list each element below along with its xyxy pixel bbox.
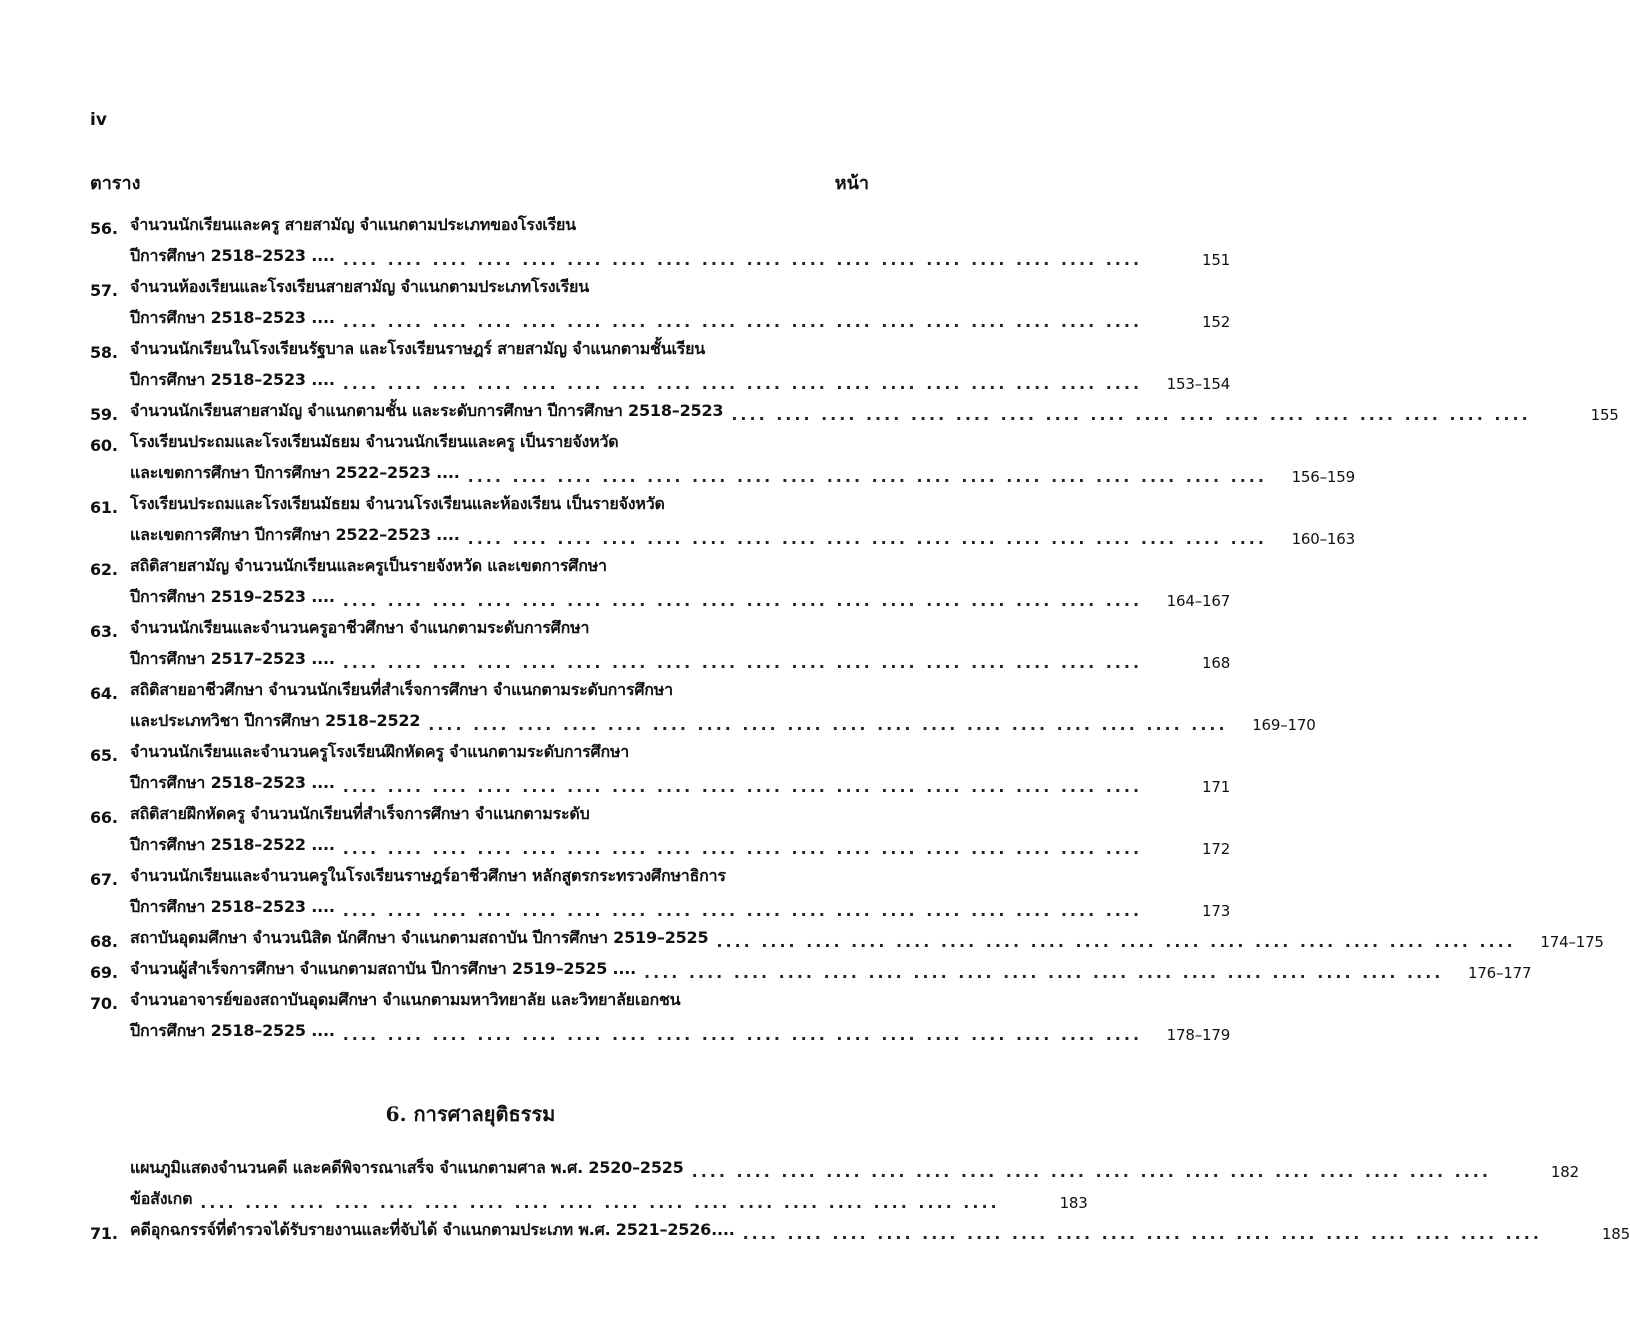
toc-entry-page: 160–163 (1291, 530, 1355, 548)
leader-dots: .... .... .... .... .... .... .... .... .... .... .... .... .... .... .... .... .... .... (342, 653, 1143, 672)
toc-entry-page: 168 (1202, 654, 1231, 672)
toc-entry-line (90, 796, 872, 827)
header-page-label: หน้า (834, 173, 869, 194)
toc-entry (90, 858, 1231, 920)
leader-dots: .... .... .... .... .... .... .... .... .... .... .... .... .... .... .... .... .... .... (342, 901, 1143, 920)
toc-entry-number: 61. (90, 498, 118, 517)
toc-entry-page: 185 (1601, 1225, 1630, 1243)
toc-entry-number: 63. (90, 622, 118, 641)
toc-entry (90, 796, 1231, 858)
toc-entry-title: จำนวนนักเรียนสายสามัญ จำแนกตามชั้น และระดับการศึกษา ปีการศึกษา 2518–2523 (130, 401, 724, 420)
toc-entry (90, 951, 1532, 982)
toc-entry-title: สถิติสายฝึกหัดครู จำนวนนักเรียนที่สำเร็จการศึกษา จำแนกตามระดับ (130, 804, 590, 823)
toc-entry-line (90, 455, 1355, 486)
toc-entry-page: 182 (1550, 1163, 1579, 1181)
toc-entry-number: 62. (90, 560, 118, 579)
section-title: 6. การศาลยุติธรรม (385, 1102, 556, 1126)
toc-entry-number: 56. (90, 219, 118, 238)
toc-entry (90, 610, 1231, 672)
toc-entry-number: 69. (90, 963, 118, 982)
toc-entry-title: จำนวนห้องเรียนและโรงเรียนสายสามัญ จำแนกตามประเภทโรงเรียน (130, 277, 589, 296)
toc-entry-title: ปีการศึกษา 2518–2525 .... (130, 1021, 335, 1040)
leader-dots: .... .... .... .... .... .... .... .... .... .... .... .... .... .... .... .... .... .... (467, 529, 1267, 548)
toc-entry-title: ปีการศึกษา 2518–2523 .... (130, 897, 335, 916)
toc-entry-line (90, 951, 1532, 982)
toc-entry-line (90, 1013, 1231, 1044)
toc-entry-number: 60. (90, 436, 118, 455)
leader-dots: .... .... .... .... .... .... .... .... .... .... .... .... .... .... .... .... .... .... (342, 312, 1143, 331)
toc-entry (90, 920, 1604, 951)
toc-entry-line (90, 610, 872, 641)
leader-dots: .... .... .... .... .... .... .... .... .... .... .... .... .... .... .... .... .... .... (342, 374, 1143, 393)
toc-entry-title: ปีการศึกษา 2518–2522 .... (130, 835, 335, 854)
section-table-of-contents (90, 1150, 1630, 1243)
toc-entry (90, 672, 1316, 734)
toc-entry-title: ปีการศึกษา 2518–2523 .... (130, 308, 335, 327)
toc-entry-line (90, 517, 1355, 548)
toc-entry-title: จำนวนนักเรียนและครู สายสามัญ จำแนกตามประเภทของโรงเรียน (130, 215, 576, 234)
toc-entry-title: สถาบันอุดมศึกษา จำนวนนิสิต นักศึกษา จำแนกตามสถาบัน ปีการศึกษา 2519–2525 (130, 928, 709, 947)
leader-dots: .... .... .... .... .... .... .... .... .... .... .... .... .... .... .... .... .... .... (644, 963, 1444, 982)
toc-entry-title: สถิติสายสามัญ จำนวนนักเรียนและครูเป็นรายจังหวัด และเขตการศึกษา (130, 556, 607, 575)
toc-entry-title: ปีการศึกษา 2518–2523 .... (130, 370, 335, 389)
toc-entry-page: 151 (1202, 251, 1231, 269)
toc-entry (90, 331, 1231, 393)
toc-entry-page: 156–159 (1291, 468, 1355, 486)
toc-header (90, 168, 869, 197)
toc-entry-line (90, 889, 1231, 920)
toc-entry-line (90, 703, 1316, 734)
toc-entry-page: 164–167 (1166, 592, 1231, 610)
toc-entry-line (90, 238, 1231, 269)
toc-entry-number: 65. (90, 746, 118, 765)
toc-entry-title: ปีการศึกษา 2517–2523 .... (130, 649, 335, 668)
toc-entry-title: จำนวนอาจารย์ของสถาบันอุดมศึกษา จำแนกตามมหาวิทยาลัย และวิทยาลัยเอกชน (130, 990, 681, 1009)
toc-entry-line (90, 207, 872, 238)
toc-entry-number: 70. (90, 994, 118, 1013)
toc-entry-page: 174–175 (1540, 933, 1604, 951)
toc-entry-title: จำนวนนักเรียนและจำนวนครูในโรงเรียนราษฎร์อาชีวศึกษา หลักสูตรกระทรวงศึกษาธิการ (130, 866, 726, 885)
toc-entry-number: 66. (90, 808, 118, 827)
toc-entry-line (90, 1212, 1630, 1243)
toc-entry-title: จำนวนนักเรียนในโรงเรียนรัฐบาล และโรงเรียนราษฎร์ สายสามัญ จำแนกตามชั้นเรียน (130, 339, 706, 358)
toc-entry (90, 982, 1231, 1044)
toc-entry-page: 183 (1059, 1194, 1088, 1212)
toc-entry-title: แผนภูมิแสดงจำนวนคดี และคดีพิจารณาเสร็จ จำแนกตามศาล พ.ศ. 2520–2525 (130, 1158, 684, 1177)
toc-entry-line (90, 920, 1604, 951)
toc-entry (90, 1212, 1630, 1243)
table-of-contents (90, 207, 1619, 1044)
toc-entry-number: 58. (90, 343, 118, 362)
toc-entry-page: 152 (1202, 313, 1231, 331)
leader-dots: .... .... .... .... .... .... .... .... .... .... .... .... .... .... .... .... .... .... (342, 777, 1143, 796)
toc-entry-number: 59. (90, 405, 118, 424)
toc-entry-title: สถิติสายอาชีวศึกษา จำนวนนักเรียนที่สำเร็จการศึกษา จำแนกตามระดับการศึกษา (130, 680, 673, 699)
toc-entry-page: 178–179 (1166, 1026, 1231, 1044)
toc-entry-number: 71. (90, 1224, 118, 1243)
toc-entry-title: ปีการศึกษา 2518–2523 .... (130, 246, 335, 265)
toc-entry-title: และเขตการศึกษา ปีการศึกษา 2522–2523 .... (130, 525, 460, 544)
header-tables-label: ตาราง (90, 173, 141, 194)
toc-entry-title: โรงเรียนประถมและโรงเรียนมัธยม จำนวนนักเรียนและครู เป็นรายจังหวัด (130, 432, 619, 451)
toc-entry (90, 548, 1231, 610)
toc-entry (90, 269, 1231, 331)
toc-entry-line (90, 362, 1231, 393)
toc-entry-line (90, 579, 1231, 610)
toc-entry (90, 1181, 1088, 1212)
toc-entry-line (90, 424, 872, 455)
toc-entry-line (90, 393, 1619, 424)
toc-entry-number: 57. (90, 281, 118, 300)
leader-dots: .... .... .... .... .... .... .... .... .... .... .... .... .... .... .... .... .... .... (691, 1162, 1491, 1181)
leader-dots: .... .... .... .... .... .... .... .... .... .... .... .... .... .... .... .... .... .... (200, 1193, 1000, 1212)
toc-entry-title: โรงเรียนประถมและโรงเรียนมัธยม จำนวนโรงเรียนและห้องเรียน เป็นรายจังหวัด (130, 494, 665, 513)
toc-entry (90, 424, 1355, 486)
toc-entry-line (90, 765, 1231, 796)
toc-entry-line (90, 331, 872, 362)
toc-entry-line (90, 1150, 1579, 1181)
toc-entry-title: จำนวนนักเรียนและจำนวนครูโรงเรียนฝึกหัดครู จำแนกตามระดับการศึกษา (130, 742, 630, 761)
toc-entry-title: คดีอุกฉกรรจ์ที่ตำรวจได้รับรายงานและที่จับได้ จำแนกตามประเภท พ.ศ. 2521–2526.... (130, 1220, 735, 1239)
toc-entry-page: 176–177 (1467, 964, 1532, 982)
toc-entry-line (90, 486, 872, 517)
page-number: iv (90, 110, 107, 130)
toc-entry (90, 207, 1231, 269)
toc-entry (90, 393, 1619, 424)
leader-dots: .... .... .... .... .... .... .... .... .... .... .... .... .... .... .... .... .... .... (742, 1224, 1542, 1243)
toc-entry (90, 486, 1355, 548)
toc-entry-line (90, 548, 872, 579)
toc-entry-page: 169–170 (1252, 716, 1316, 734)
toc-entry-line (90, 672, 872, 703)
toc-entry-line (90, 982, 872, 1013)
toc-entry-title: จำนวนผู้สำเร็จการศึกษา จำแนกตามสถาบัน ปีการศึกษา 2519–2525 .... (130, 959, 637, 978)
toc-entry-line (90, 827, 1231, 858)
toc-entry-line (90, 1181, 1088, 1212)
toc-entry-line (90, 269, 872, 300)
toc-entry-title: ปีการศึกษา 2519–2523 .... (130, 587, 335, 606)
toc-entry (90, 734, 1231, 796)
toc-entry-title: ข้อสังเกต (130, 1189, 193, 1208)
toc-entry-title: ปีการศึกษา 2518–2523 .... (130, 773, 335, 792)
leader-dots: .... .... .... .... .... .... .... .... .... .... .... .... .... .... .... .... .... .... (716, 932, 1516, 951)
toc-entry-page: 172 (1202, 840, 1231, 858)
toc-entry-line (90, 858, 872, 889)
leader-dots: .... .... .... .... .... .... .... .... .... .... .... .... .... .... .... .... .... .... (342, 839, 1143, 858)
toc-entry-line (90, 734, 872, 765)
toc-entry-page: 171 (1202, 778, 1231, 796)
toc-entry-title: และเขตการศึกษา ปีการศึกษา 2522–2523 .... (130, 463, 460, 482)
leader-dots: .... .... .... .... .... .... .... .... .... .... .... .... .... .... .... .... .... .... (342, 1025, 1143, 1044)
toc-entry-page: 155 (1590, 406, 1619, 424)
toc-entry-number: 67. (90, 870, 118, 889)
leader-dots: .... .... .... .... .... .... .... .... .... .... .... .... .... .... .... .... .... .... (342, 250, 1143, 269)
toc-entry-title: จำนวนนักเรียนและจำนวนครูอาชีวศึกษา จำแนกตามระดับการศึกษา (130, 618, 590, 637)
toc-entry-title: และประเภทวิชา ปีการศึกษา 2518–2522 (130, 711, 421, 730)
toc-entry (90, 1150, 1579, 1181)
toc-entry-line (90, 300, 1231, 331)
toc-entry-number: 64. (90, 684, 118, 703)
leader-dots: .... .... .... .... .... .... .... .... .... .... .... .... .... .... .... .... .... .... (428, 715, 1228, 734)
leader-dots: .... .... .... .... .... .... .... .... .... .... .... .... .... .... .... .... .... .... (342, 591, 1143, 610)
toc-entry-number: 68. (90, 932, 118, 951)
leader-dots: .... .... .... .... .... .... .... .... .... .... .... .... .... .... .... .... .... .... (731, 405, 1531, 424)
toc-entry-line (90, 641, 1231, 672)
leader-dots: .... .... .... .... .... .... .... .... .... .... .... .... .... .... .... .... .... .... (467, 467, 1267, 486)
toc-entry-page: 153–154 (1166, 375, 1231, 393)
toc-entry-page: 173 (1202, 902, 1231, 920)
